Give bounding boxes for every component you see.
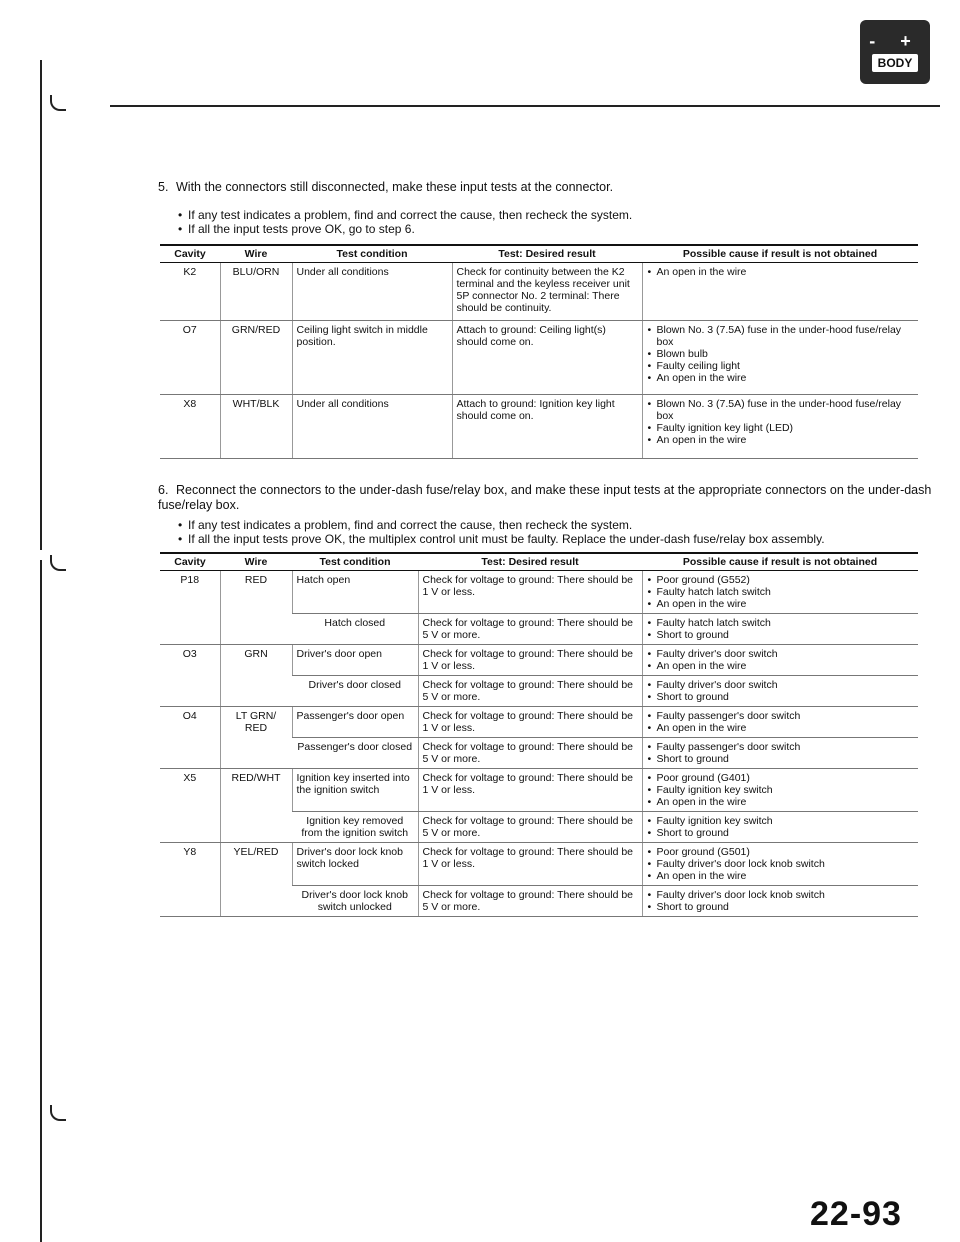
table-step-5 xyxy=(160,244,918,459)
bullet: • If any test indicates a problem, find and correct the cause, then recheck the system. xyxy=(178,208,938,222)
bullet: • If all the input tests prove OK, go to step 6. xyxy=(178,222,938,236)
table-row: Hatch closed Check for voltage to ground: There should be 5 V or more. • Faulty hatch latch switch • Short to ground xyxy=(160,614,918,645)
step-5-bullets xyxy=(178,208,938,236)
table-row: O7 GRN/RED Ceiling light switch in middle position. Attach to ground: Ceiling light(s) should come on. • Blown No. 3 (7.5A) fuse in the under-hood fuse/relay box • Blown bulb • Faulty ceiling light • An open in the wire xyxy=(160,321,918,395)
column-header: Possible cause if result is not obtained xyxy=(642,245,918,263)
page-number: 22-93 xyxy=(810,1195,902,1233)
battery-icon: - + xyxy=(869,31,921,51)
column-header: Wire xyxy=(220,553,292,571)
binder-line-middle xyxy=(40,560,42,1120)
table-row: K2 BLU/ORN Under all conditions Check for continuity between the K2 terminal and the keyless receiver unit 5P connector No. 2 terminal: There should be continuity. • An open in the wire xyxy=(160,263,918,321)
table-row: P18 RED Hatch open Check for voltage to ground: There should be 1 V or less. • Poor ground (G552) • Faulty hatch latch switch • An open in the wire xyxy=(160,571,918,614)
bullet: • If any test indicates a problem, find and correct the cause, then recheck the system. xyxy=(178,518,938,532)
binder-line-bottom xyxy=(40,1120,42,1242)
table-row: Y8 YEL/RED Driver's door lock knob switch locked Check for voltage to ground: There should be 1 V or less. • Poor ground (G501) • Faulty driver's door lock knob switch • An open in the wire xyxy=(160,843,918,886)
binder-tick-bottom xyxy=(50,1105,66,1121)
table-row: O3 GRN Driver's door open Check for voltage to ground: There should be 1 V or less. • Faulty driver's door switch • An open in the wire xyxy=(160,645,918,676)
column-header: Test: Desired result xyxy=(452,245,642,263)
step-6-bullets xyxy=(178,518,938,546)
column-header: Test: Desired result xyxy=(418,553,642,571)
table-row: X5 RED/WHT Ignition key inserted into the ignition switch Check for voltage to ground: There should be 1 V or less. • Poor ground (G401) • Faulty ignition key switch • An open in the wire xyxy=(160,769,918,812)
column-header: Wire xyxy=(220,245,292,263)
body-section-badge xyxy=(860,20,930,84)
table-step-6 xyxy=(160,552,918,917)
step-5-text: 5. With the connectors still disconnected, make these input tests at the connector. xyxy=(158,180,614,194)
binder-tick-top xyxy=(50,95,66,111)
binder-tick-middle xyxy=(50,555,66,571)
table-row: Driver's door lock knob switch unlocked Check for voltage to ground: There should be 5 V or more. • Faulty driver's door lock knob switch • Short to ground xyxy=(160,886,918,917)
table-row: O4 LT GRN/ RED Passenger's door open Check for voltage to ground: There should be 1 V or less. • Faulty passenger's door switch • An open in the wire xyxy=(160,707,918,738)
table-row: Passenger's door closed Check for voltage to ground: There should be 5 V or more. • Faulty passenger's door switch • Short to ground xyxy=(160,738,918,769)
bullet: • If all the input tests prove OK, the multiplex control unit must be faulty. Replace the under-dash fuse/relay box assembly. xyxy=(178,532,938,546)
header-rule xyxy=(110,105,940,107)
table-header-row xyxy=(160,553,918,571)
table-header-row xyxy=(160,245,918,263)
badge-label: BODY xyxy=(872,54,919,72)
column-header: Cavity xyxy=(160,553,220,571)
column-header: Possible cause if result is not obtained xyxy=(642,553,918,571)
column-header: Cavity xyxy=(160,245,220,263)
table-row: Ignition key removed from the ignition switch Check for voltage to ground: There should be 5 V or more. • Faulty ignition key switch • Short to ground xyxy=(160,812,918,843)
table-row: Driver's door closed Check for voltage to ground: There should be 5 V or more. • Faulty driver's door switch • Short to ground xyxy=(160,676,918,707)
column-header: Test condition xyxy=(292,553,418,571)
step-6-text: 6. Reconnect the connectors to the under-dash fuse/relay box, and make these input tests at the appropriate connectors on the under-dash fuse/relay box. xyxy=(158,483,932,512)
binder-line-top xyxy=(40,60,42,550)
column-header: Test condition xyxy=(292,245,452,263)
table-row: X8 WHT/BLK Under all conditions Attach to ground: Ignition key light should come on. • Blown No. 3 (7.5A) fuse in the under-hood fuse/relay box • Faulty ignition key light (LED) • An open in the wire xyxy=(160,395,918,459)
